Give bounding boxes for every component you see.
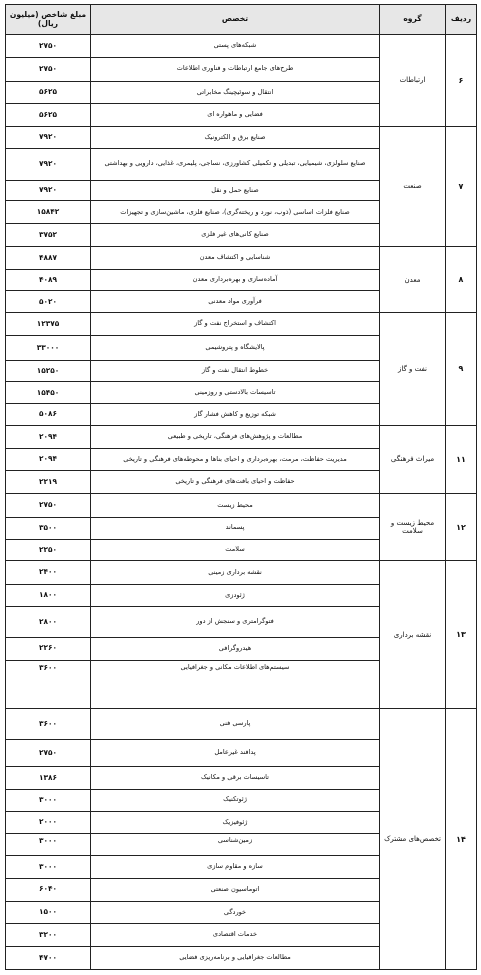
group-name: نقشه برداری bbox=[380, 561, 446, 709]
specialty-cell: سازه و مقاوم سازی bbox=[91, 856, 380, 879]
amount-cell: ۱۲۳۷۵ bbox=[6, 313, 91, 336]
header-amount: مبلغ شاخص (میلیون ریال) bbox=[6, 5, 91, 35]
row-number: ۱۳ bbox=[446, 561, 477, 709]
amount-cell: ۵۶۲۵ bbox=[6, 81, 91, 104]
amount-cell: ۷۹۲۰ bbox=[6, 127, 91, 149]
specialty-cell: نقشه برداری زمینی bbox=[91, 561, 380, 585]
amount-cell: ۲۲۶۰ bbox=[6, 637, 91, 660]
specialty-cell: خوردگی bbox=[91, 901, 380, 924]
amount-cell: ۳۰۰۰ bbox=[6, 834, 91, 856]
amount-cell: ۷۹۲۰ bbox=[6, 148, 91, 180]
amount-cell: ۵۰۸۶ bbox=[6, 404, 91, 426]
amount-cell: ۴۰۸۹ bbox=[6, 269, 91, 291]
table-row bbox=[6, 246, 477, 269]
specialty-cell: فرآوری مواد معدنی bbox=[91, 291, 380, 313]
specialty-cell: خطوط انتقال نفت و گاز bbox=[91, 360, 380, 382]
amount-cell: ۲۷۵۰ bbox=[6, 740, 91, 767]
group-name: نفت و گاز bbox=[380, 313, 446, 426]
specialty-cell: حفاظت و احیای بافت‌های فرهنگی و تاریخی bbox=[91, 471, 380, 494]
specialty-cell: صنایع سلولزی، شیمیایی، تبدیلی و تکمیلی کشاورزی، نساجی، پلیمری، غذایی، دارویی و بهداشتی bbox=[91, 148, 380, 180]
specialty-cell: پدافند غیرعامل bbox=[91, 740, 380, 767]
specialty-cell: طرح‌های جامع ارتباطات و فناوری اطلاعات bbox=[91, 57, 380, 81]
amount-cell: ۳۲۰۰ bbox=[6, 924, 91, 947]
group-name: ارتباطات bbox=[380, 35, 446, 127]
specialty-cell: تاسیسات برقی و مکانیک bbox=[91, 767, 380, 790]
specialty-cell: پالایشگاه و پتروشیمی bbox=[91, 335, 380, 360]
amount-cell: ۲۴۰۰ bbox=[6, 561, 91, 585]
specialty-cell: انتقال و سوئیچینگ مخابراتی bbox=[91, 81, 380, 104]
specialty-cell: شبکه‌های پستی bbox=[91, 35, 380, 58]
specialty-cell: شبکه توزیع و کاهش فشار گاز bbox=[91, 404, 380, 426]
group-name: میراث فرهنگی bbox=[380, 425, 446, 493]
group-name: معدن bbox=[380, 246, 446, 312]
specialty-cell: ژئودزی bbox=[91, 585, 380, 607]
amount-cell: ۲۰۹۴ bbox=[6, 448, 91, 471]
row-number: ۱۴ bbox=[446, 709, 477, 970]
table-row bbox=[6, 35, 477, 58]
specialty-cell: پارسی فنی bbox=[91, 709, 380, 740]
specialty-cell: سیستم‌های اطلاعات مکانی و جغرافیایی bbox=[91, 660, 380, 709]
amount-cell: ۳۰۰۰ bbox=[6, 789, 91, 811]
row-number: ۹ bbox=[446, 313, 477, 426]
amount-cell: ۴۸۸۷ bbox=[6, 246, 91, 269]
specialty-cell: سلامت bbox=[91, 539, 380, 561]
amount-cell: ۲۷۵۰ bbox=[6, 494, 91, 518]
table-header-row bbox=[6, 5, 477, 35]
amount-cell: ۳۰۰۰ bbox=[6, 856, 91, 879]
amount-cell: ۱۵۰۰ bbox=[6, 901, 91, 924]
amount-cell: ۶۰۴۰ bbox=[6, 878, 91, 901]
specialty-cell: محیط زیست bbox=[91, 494, 380, 518]
amount-cell: ۱۵۸۴۲ bbox=[6, 201, 91, 224]
amount-cell: ۱۸۰۰ bbox=[6, 585, 91, 607]
row-number: ۱۲ bbox=[446, 494, 477, 561]
amount-cell: ۷۹۲۰ bbox=[6, 180, 91, 201]
amount-cell: ۲۰۰۰ bbox=[6, 811, 91, 834]
specialty-cell: هیدروگرافی bbox=[91, 637, 380, 660]
table-row bbox=[6, 709, 477, 740]
table-row bbox=[6, 561, 477, 585]
specialty-cell: ژئوتکنیک bbox=[91, 789, 380, 811]
amount-cell: ۳۵۰۰ bbox=[6, 517, 91, 539]
table-body bbox=[6, 35, 477, 970]
row-number: ۱۱ bbox=[446, 425, 477, 493]
amount-cell: ۲۷۵۰ bbox=[6, 57, 91, 81]
amount-cell: ۲۰۹۴ bbox=[6, 425, 91, 448]
amount-cell: ۲۸۰۰ bbox=[6, 606, 91, 637]
specialty-cell: صنایع حمل و نقل bbox=[91, 180, 380, 201]
amount-cell: ۵۶۲۵ bbox=[6, 104, 91, 127]
amount-cell: ۳۳۰۰۰ bbox=[6, 335, 91, 360]
row-number: ۶ bbox=[446, 35, 477, 127]
specialty-cell: مدیریت حفاظت، مرمت، بهره‌برداری و احیای بناها و محوطه‌های فرهنگی و تاریخی bbox=[91, 448, 380, 471]
amount-cell: ۳۶۰۰ bbox=[6, 709, 91, 740]
header-specialty: تخصص bbox=[91, 5, 380, 35]
specialty-cell: تاسیسات بالادستی و روزمینی bbox=[91, 382, 380, 404]
amount-cell: ۲۲۵۰ bbox=[6, 539, 91, 561]
specialty-cell: صنایع کانی‌های غیر فلزی bbox=[91, 224, 380, 247]
specialty-cell: زمین‌شناسی bbox=[91, 834, 380, 856]
group-name: تخصص‌های مشترک bbox=[380, 709, 446, 970]
amount-cell: ۱۵۴۵۰ bbox=[6, 382, 91, 404]
header-group: گروه bbox=[380, 5, 446, 35]
row-number: ۸ bbox=[446, 246, 477, 312]
amount-cell: ۳۶۰۰ bbox=[6, 660, 91, 709]
header-row-no: ردیف bbox=[446, 5, 477, 35]
specialty-cell: صنایع برق و الکترونیک bbox=[91, 127, 380, 149]
specialty-cell: مطالعات جغرافیایی و برنامه‌ریزی فضایی bbox=[91, 947, 380, 970]
table-row bbox=[6, 313, 477, 336]
amount-cell: ۴۷۰۰ bbox=[6, 947, 91, 970]
specialty-cell: فضایی و ماهواره ای bbox=[91, 104, 380, 127]
specialty-cell: اتوماسیون صنعتی bbox=[91, 878, 380, 901]
specialty-cell: مطالعات و پژوهش‌های فرهنگی، تاریخی و طبیعی bbox=[91, 425, 380, 448]
amount-cell: ۱۵۲۵۰ bbox=[6, 360, 91, 382]
specialty-cell: اکتشاف و استخراج نفت و گاز bbox=[91, 313, 380, 336]
specialty-cell: خدمات اقتصادی bbox=[91, 924, 380, 947]
table-row bbox=[6, 494, 477, 518]
amount-cell: ۱۳۸۶ bbox=[6, 767, 91, 790]
specialty-cell: صنایع فلزات اساسی (ذوب، نورد و ریخته‌گری)، صنایع فلزی، ماشین‌سازی و تجهیزات bbox=[91, 201, 380, 224]
group-name: صنعت bbox=[380, 127, 446, 247]
amount-cell: ۲۲۱۹ bbox=[6, 471, 91, 494]
row-number: ۷ bbox=[446, 127, 477, 247]
specialty-cell: شناسایی و اکتشاف معدن bbox=[91, 246, 380, 269]
specialty-cell: ژئوفیزیک bbox=[91, 811, 380, 834]
specialty-cell: پسماند bbox=[91, 517, 380, 539]
amount-cell: ۳۷۵۲ bbox=[6, 224, 91, 247]
fee-table bbox=[5, 4, 477, 970]
table-row bbox=[6, 425, 477, 448]
specialty-cell: فتوگرامتری و سنجش از دور bbox=[91, 606, 380, 637]
amount-cell: ۵۰۲۰ bbox=[6, 291, 91, 313]
specialty-cell: آماده‌سازی و بهره‌برداری معدن bbox=[91, 269, 380, 291]
amount-cell: ۲۷۵۰ bbox=[6, 35, 91, 58]
table-row bbox=[6, 127, 477, 149]
group-name: محیط زیست و سلامت bbox=[380, 494, 446, 561]
